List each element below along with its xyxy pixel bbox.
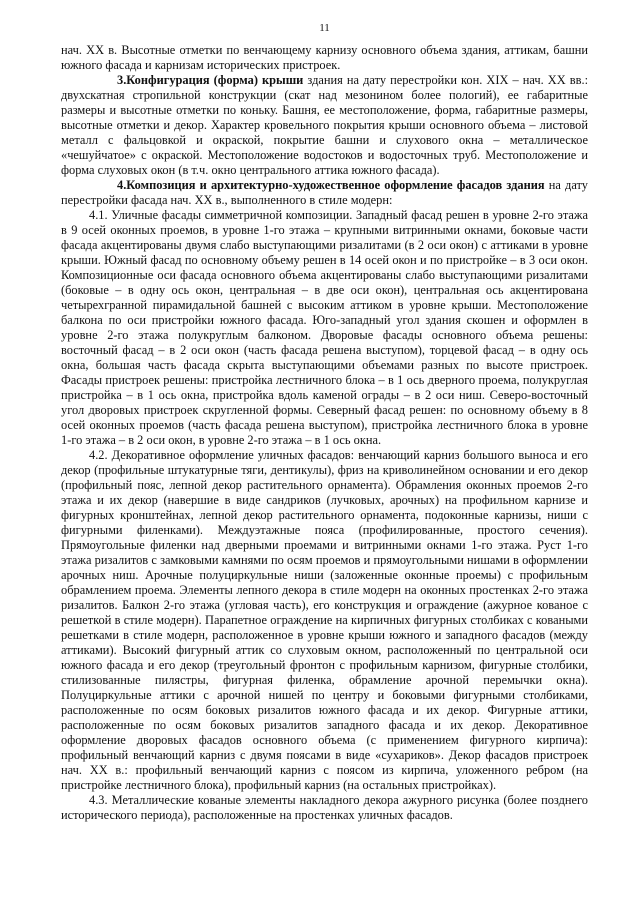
section-3-heading: Конфигурация (форма) крыши [126,73,304,87]
section-4-paragraph [61,178,588,208]
paragraph-intro: нач. XX в. Высотные отметки по венчающему карнизу основного объема здания, аттикам, башни южного фасада и карнизам исторических пристроек. [61,43,588,72]
subsection-4-2: 4.2. Декоративное оформление уличных фасадов: венчающий карниз большого выноса и его декор (профильные штукатурные тяги, дентикулы), фриз на криволинейном основании и его декор (профильный пояс, лепной декор растительного орнамента). Обрамления оконных проемов 2-го этажа и их декор (навершие в виде сандриков (лучковых, арочных) на профильном карнизе и фигурных кронштейнах, лепной декор растительного орнамента, подоконные карнизы, ниши с фигурными филенками). Междуэтажные пояса (профилированные, простого сечения). Прямоугольные филенки над дверными проемами и витринными окнами 1-го этажа. Руст 1-го этажа ризалитов с замковыми камнями по осям проемов и прямоугольными нишами в оформлении арочных ниш. Арочные полуциркульные ниши (заложенные оконные проемы) с профильным обрамлением проема. Элементы лепного декора в стиле модерн на оконных простенках 2-го этажа ризалитов. Балкон 2-го этажа (угловая часть), его конструкция и ограждение (ажурное кованое с решеткой в стиле модерн). Парапетное ограждение на кирпичных фигурных столбиках с коваными решетками в стиле модерн, расположенное в уровне крыши южного и западного фасадов (между аттиками). Высокий фигурный аттик со слуховым окном, расположенный по центральной оси южного фасада и его декор (треугольный фронтон с профильным карнизом, фигурные столбики, стилизованные пилястры, фигурная филенка, обрамление арочной перемычки окна). Полуциркульные аттики с арочной нишей по центру и боковыми фигурными столбиками, расположенные по осям боковых ризалитов южного фасада и их декор. Фигурные аттики, расположенные по осям боковых ризалитов западного фасада и их декор. Декоративное оформление дворовых фасадов основного объема (с применением фигурного кирпича): профильный венчающий карниз с двумя поясами в виде «сухариков». Декор фасадов пристроек нач. XX в.: профильный венчающий карниз с поясом из кирпича, уложенного ребром (на пристройке лестничного блока), профильный карниз (на остальных пристройках). [61,448,588,792]
section-4-heading: Композиция и архитектурно-художественное оформление фасадов здания [126,178,545,192]
section-3-number: 3. [117,73,127,87]
page-number: 11 [319,22,330,34]
section-4-text: на дату перестройки фасада нач. XX в., выполненного в стиле модерн: [61,178,588,207]
subsection-4-1: 4.1. Уличные фасады симметричной композиции. Западный фасад решен в уровне 2-го этажа в 9 осей оконных проемов, в уровне 1-го этажа – крупными витринными окнами, боковые части фасада акцентированы двумя слабо выступающими ризалитами (в 2 оси окон) с аттиками в уровне крыши. Южный фасад по основному объему решен в 14 осей окон и по пристройке – в 3 оси окон. Композиционные оси фасада основного объема акцентированы слабо выступающими ризалитами (боковые – в одну ось окон, центральная – в две оси окон), центральная ось акцентирована четырехгранной пирамидальной башней с высоким аттиком в уровне крыши. Местоположение балкона по оси пристройки южного фасада. Юго-западный угол здания скошен и оформлен в уровне 2-го этажа полукруглым балконом. Дворовые фасады основного объема решены: восточный фасад – в 2 оси окон (часть фасада решена выступом), торцевой фасад – в одну ось окна, большая часть фасада скрыта выступающими объемами разных по высоте пристроек. Фасады пристроек решены: пристройка лестничного блока – в 1 ось дверного проема, полукруглая пристройка – в 1 ось окна, пристройка вдоль каменой ограды – в 2 оси ниш. Северо-восточный угол дворовых пристроек скругленной формы. Северный фасад решен: по основному объему в 8 осей оконных проемов (часть фасада решена выступом), пристройка лестничного блока в уровне 1-го этажа – в 2 оси окон, в уровне 2-го этажа – в 1 ось окна. [61,208,588,447]
subsection-4-3: 4.3. Металлические кованые элементы накладного декора ажурного рисунка (более позднего исторического периода), расположенные на простенках уличных фасадов. [61,793,588,822]
section-3-paragraph [61,73,588,178]
section-4-number: 4. [117,178,127,192]
section-3-text: здания на дату перестройки кон. XIX – нач. XX вв.: двухскатная стропильной конструкции (скат над мезонином более пологий), ее габаритные размеры и высотные отметки по коньку. Башня, ее местоположение, форма, габаритные размеры, высотные отметки и декор. Характер кровельного покрытия крыши основного объема – листовой металл с фальцовкой и окраской, покрытие башни и слухового окна – металлическое «чешуйчатое» с окраской. Местоположение водостоков и водосточных труб. Местоположение и форма слуховых окон (в т.ч. окно центрального аттика южного фасада). [61,73,589,177]
